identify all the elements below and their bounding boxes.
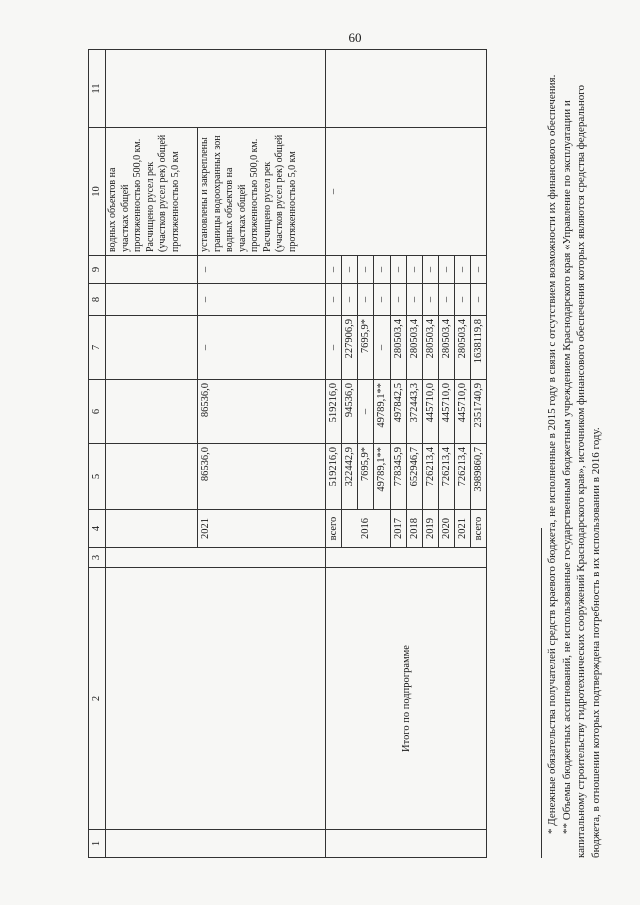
year-cell: 2016 bbox=[342, 510, 390, 548]
federal-cell: 94536,0 bbox=[342, 380, 358, 444]
column-number: 11 bbox=[89, 50, 106, 128]
table-cell bbox=[106, 50, 326, 128]
federal-cell: 519216,0 bbox=[326, 380, 342, 444]
regional-cell: 1638119,8 bbox=[471, 316, 487, 380]
other-cell: – bbox=[198, 256, 326, 284]
total-cell: 86536,0 bbox=[198, 444, 326, 510]
other-cell: – bbox=[390, 256, 406, 284]
local-cell: – bbox=[326, 284, 342, 316]
other-cell: – bbox=[422, 256, 438, 284]
local-cell: – bbox=[422, 284, 438, 316]
other-cell: – bbox=[358, 256, 374, 284]
table-cell bbox=[326, 50, 487, 128]
budget-table bbox=[88, 49, 487, 858]
footnote-separator bbox=[541, 528, 542, 858]
table-cell bbox=[326, 830, 487, 858]
table-cell bbox=[106, 568, 326, 830]
other-cell: – bbox=[374, 256, 390, 284]
federal-cell: 445710,0 bbox=[455, 380, 471, 444]
federal-cell: 497842,5 bbox=[390, 380, 406, 444]
local-cell: – bbox=[374, 284, 390, 316]
year-cell: 2020 bbox=[438, 510, 454, 548]
regional-cell: 280503,4 bbox=[422, 316, 438, 380]
other-cell: – bbox=[438, 256, 454, 284]
event-description bbox=[326, 128, 487, 256]
federal-cell: – bbox=[358, 380, 374, 444]
regional-cell: – bbox=[374, 316, 390, 380]
footnote: * Денежные обязательства получателей средств краевого бюджета, не исполненные в 2015 году в связи с отсутствием возможности их финансового обеспечения. bbox=[546, 74, 558, 834]
local-cell: – bbox=[358, 284, 374, 316]
column-number-row bbox=[89, 50, 106, 858]
other-cell: – bbox=[342, 256, 358, 284]
total-cell: 3989860,7 bbox=[471, 444, 487, 510]
total-cell: 7695,9* bbox=[358, 444, 374, 510]
total-cell: 726213,4 bbox=[455, 444, 471, 510]
federal-cell: 2351740,9 bbox=[471, 380, 487, 444]
regional-cell: 280503,4 bbox=[455, 316, 471, 380]
column-number: 2 bbox=[89, 568, 106, 830]
subtotal-label-text: Итого по подпрограмме bbox=[400, 645, 412, 752]
column-number: 6 bbox=[89, 380, 106, 444]
other-cell: – bbox=[471, 256, 487, 284]
description-dash: – bbox=[328, 188, 339, 195]
year-cell: 2018 bbox=[406, 510, 422, 548]
subtotal-label bbox=[326, 568, 487, 830]
table-cell bbox=[106, 830, 326, 858]
rotated-content bbox=[88, 48, 608, 858]
column-number: 7 bbox=[89, 316, 106, 380]
regional-cell: – bbox=[198, 316, 326, 380]
column-number: 9 bbox=[89, 256, 106, 284]
table-cell bbox=[106, 284, 198, 316]
other-cell: – bbox=[406, 256, 422, 284]
table-cell bbox=[106, 444, 198, 510]
table-cell bbox=[106, 548, 326, 568]
column-number: 1 bbox=[89, 830, 106, 858]
year-cell: 2017 bbox=[390, 510, 406, 548]
local-cell: – bbox=[455, 284, 471, 316]
other-cell: – bbox=[455, 256, 471, 284]
local-cell: – bbox=[390, 284, 406, 316]
year-cell: 2021 bbox=[455, 510, 471, 548]
table-cell bbox=[106, 316, 198, 380]
year-cell: всего bbox=[471, 510, 487, 548]
footnote: ** Объемы бюджетных ассигнований, не использованные государственным бюджетным учреждением Краснодарского края «Управление по эксплуатации и капитальному строительству гидротехнических сооружений Краснодарского края», источником финансового обеспечения которых являются средства федерального бюджета, в отношении которых подтверждена потребность в их использовании в 2016 году. bbox=[560, 84, 602, 858]
other-cell: – bbox=[326, 256, 342, 284]
local-cell: – bbox=[342, 284, 358, 316]
federal-cell: 445710,0 bbox=[438, 380, 454, 444]
regional-cell: 227906,9 bbox=[342, 316, 358, 380]
federal-cell: 49789,1** bbox=[374, 380, 390, 444]
federal-cell: 445710,0 bbox=[422, 380, 438, 444]
total-cell: 726213,4 bbox=[438, 444, 454, 510]
table-cell bbox=[106, 380, 198, 444]
page-number: 60 bbox=[348, 30, 362, 45]
regional-cell: 7695,9* bbox=[358, 316, 374, 380]
table-cell bbox=[326, 548, 487, 568]
column-number: 4 bbox=[89, 510, 106, 548]
local-cell: – bbox=[406, 284, 422, 316]
footnotes bbox=[541, 52, 603, 858]
total-cell: 652946,7 bbox=[406, 444, 422, 510]
regional-cell: 280503,4 bbox=[406, 316, 422, 380]
local-cell: – bbox=[198, 284, 326, 316]
year-cell: 2019 bbox=[422, 510, 438, 548]
total-cell: 49789,1** bbox=[374, 444, 390, 510]
local-cell: – bbox=[471, 284, 487, 316]
total-cell: 519216,0 bbox=[326, 444, 342, 510]
year-cell: 2021 bbox=[198, 510, 326, 548]
table-cell bbox=[106, 256, 198, 284]
column-number: 8 bbox=[89, 284, 106, 316]
regional-cell: 280503,4 bbox=[438, 316, 454, 380]
local-cell: – bbox=[438, 284, 454, 316]
year-cell: всего bbox=[326, 510, 342, 548]
regional-cell: 280503,4 bbox=[390, 316, 406, 380]
continuation-row bbox=[106, 50, 198, 858]
federal-cell: 372443,3 bbox=[406, 380, 422, 444]
total-cell: 778345,9 bbox=[390, 444, 406, 510]
column-number: 3 bbox=[89, 548, 106, 568]
event-description: установлены и закреплены границы водоохранных зон водных объектов на участках общей протяженностью 500,0 км. Расчищено русел рек (участков русел рек) общей протяженностью 5,0 км bbox=[198, 128, 326, 256]
subtotal-row bbox=[326, 50, 342, 858]
column-number: 5 bbox=[89, 444, 106, 510]
event-description: водных объектов на участках общей протяженностью 500,0 км. Расчищено русел рек (участков русел рек) общей протяженностью 5,0 км bbox=[106, 128, 198, 256]
table-cell bbox=[106, 510, 198, 548]
federal-cell: 86536,0 bbox=[198, 380, 326, 444]
total-cell: 726213,4 bbox=[422, 444, 438, 510]
total-cell: 322442,9 bbox=[342, 444, 358, 510]
regional-cell: – bbox=[326, 316, 342, 380]
column-number: 10 bbox=[89, 128, 106, 256]
